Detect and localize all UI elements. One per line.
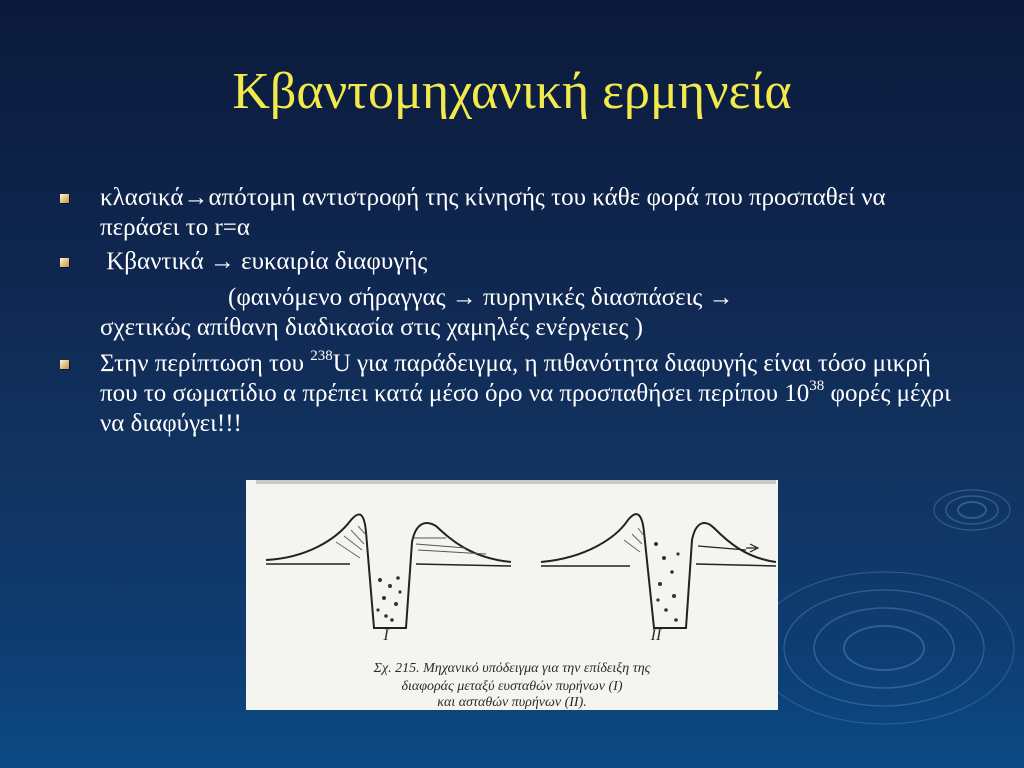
figure-caption-line: Σχ. 215. Μηχανικό υπόδειγμα για την επίδειξη της — [373, 661, 651, 676]
bullet-square-icon — [60, 360, 69, 369]
potential-well-figure — [246, 480, 778, 710]
bullet-text-part: U για παράδειγμα, η πιθανότητα διαφυγής είναι τόσο μικρή που το σωματίδιο α πρέπει κατά μέσο όρο να προσπαθήσει περίπου 10 — [100, 350, 931, 407]
subtext-line: σχετικώς απίθανη διαδικασία στις χαμηλές ενέργειες ) — [100, 314, 643, 341]
bullet-text-part: Στην περίπτωση του — [100, 350, 311, 377]
bullet-square-icon — [60, 194, 69, 203]
slide-title: Κβαντομηχανική ερμηνεία — [232, 63, 792, 120]
superscript: 238 — [310, 348, 333, 364]
figure-caption-line: και ασταθών πυρήνων (II). — [437, 695, 587, 710]
bullet-subtext — [60, 283, 960, 343]
diagram-label-i: I — [383, 627, 389, 644]
subtext-line: (φαινόμενο σήραγγας → πυρηνικές διασπάσεις → — [228, 284, 734, 311]
figure-caption-line: διαφοράς μεταξύ ευσταθών πυρήνων (I) — [401, 679, 623, 694]
bullet-text-part: φορές μέχρι να διαφύγει!!! — [100, 380, 951, 437]
well-diagram-stable — [266, 514, 511, 628]
superscript: 38 — [809, 378, 825, 394]
cropped-text-remnant — [256, 480, 776, 484]
bullet-square-icon — [60, 258, 69, 267]
bullet-item — [60, 247, 960, 277]
well-diagram-unstable — [541, 514, 776, 628]
bullet-text: Κβαντικά → ευκαιρία διαφυγής — [100, 248, 428, 275]
bullet-item — [60, 183, 960, 243]
water-ripple-decoration — [764, 438, 1024, 768]
bullet-item — [60, 349, 960, 439]
bullet-list — [60, 183, 960, 439]
figure-drawing — [246, 480, 778, 710]
bullet-text: κλασικά→απότομη αντιστροφή της κίνησής του κάθε φορά που προσπαθεί να περάσει το r=α — [100, 184, 886, 241]
diagram-label-ii: II — [650, 627, 662, 644]
